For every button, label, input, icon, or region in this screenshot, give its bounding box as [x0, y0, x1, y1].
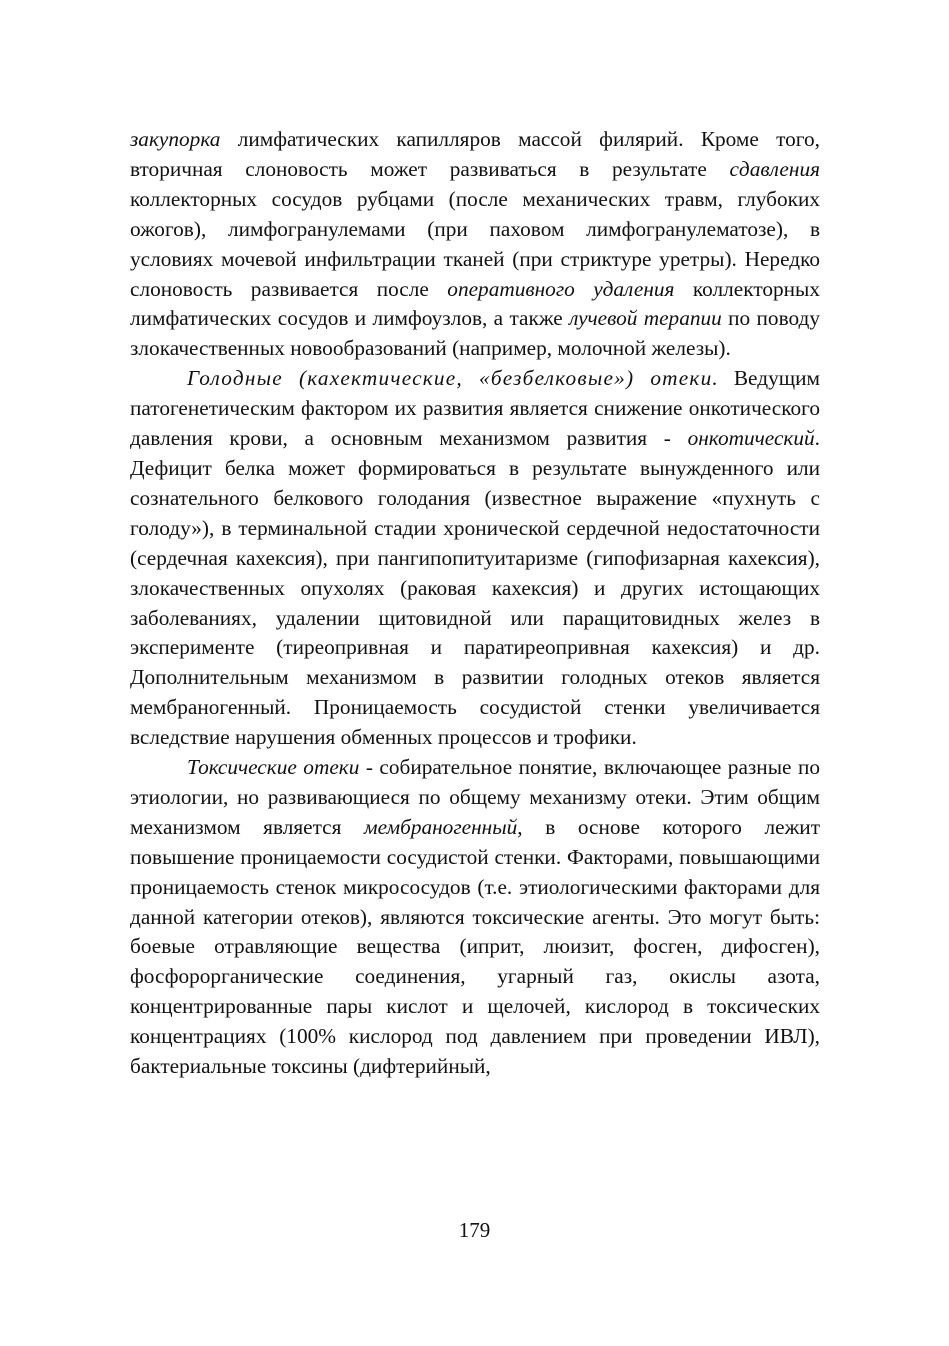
- paragraph-text: , в основе которого лежит повышение проницаемости сосудистой стенки. Факторами, повышающими проницаемость стенок микрососудов (т.е. этиологическими факторами для данной категории отеков), являются токсические агенты. Это могут быть: боевые отравляющие вещества (иприт, люизит, фосген, дифосген), фосфорорганические соединения, угарный газ, окислы азота, концентрированные пары кислот и щелочей, кислород в токсических концентрациях (100% кислород под давлением при проведении ИВЛ), бактериальные токсины (дифтерийный,: [130, 814, 821, 1079]
- italic-term: оперативного удаления: [447, 276, 675, 301]
- paragraph-text: коллекторных сосудов рубцами (после механических травм, глубоких ожогов), лимфогранулемами (при паховом лимфогранулематозе), в условиях мочевой инфильтрации тканей (при стриктуре уретры). Нередко слоновость развивается после: [130, 186, 820, 301]
- paragraph-text: лимфатических капилляров массой филярий. Кроме того, вторичная слоновость может развиваться в результате: [130, 127, 820, 181]
- page-body: [130, 125, 820, 1082]
- paragraph-text: . Дефицит белка может формироваться в результате вынужденного или сознательного белкового голодания (известное выражение «пухнуть с голоду»), в терминальной стадии хронической сердечной недостаточности (сердечная кахексия), при пангипопитуитаризме (гипофизарная кахексия), злокачественных опухолях (раковая кахексия) и других истощающих заболеваниях, удалении щитовидной или паращитовидных желез в эксперименте (тиреопривная и паратиреопривная кахексия) и др. Дополнительным механизмом в развитии голодных отеков является мембраногенный. Проницаемость сосудистой стенки увеличивается вследствие нарушения обменных процессов и трофики.: [130, 426, 820, 750]
- paragraph-hunger-edema: [130, 364, 820, 753]
- paragraph-toxic-edema: [130, 753, 820, 1082]
- italic-term: сдавления: [729, 156, 820, 181]
- page-number: 179: [458, 1218, 491, 1242]
- italic-term: онкотический: [687, 426, 815, 451]
- paragraph-text: по поводу злокачественных новообразований (например, молочной железы).: [130, 306, 821, 361]
- section-heading-italic: Токсические отеки: [187, 755, 360, 780]
- section-heading-italic: Голодные (кахектические, «безбелковые») отеки.: [187, 366, 719, 391]
- paragraph-text: - собирательное понятие, включающее разные по этиологии, но развивающиеся по общему механизму отеки. Этим общим механизмом является: [130, 755, 820, 839]
- italic-term: мембраногенный: [364, 814, 518, 839]
- italic-term: лучевой терапии: [569, 306, 722, 331]
- italic-term: закупорка: [130, 127, 221, 151]
- paragraph-text: Ведущим патогенетическим фактором их развития является снижение онкотического давления крови, а основным механизмом развития -: [130, 366, 820, 451]
- paragraph-elephantiasis-causes: [130, 125, 820, 364]
- paragraph-text: коллекторных лимфатических сосудов и лимфоузлов, а также: [130, 276, 820, 331]
